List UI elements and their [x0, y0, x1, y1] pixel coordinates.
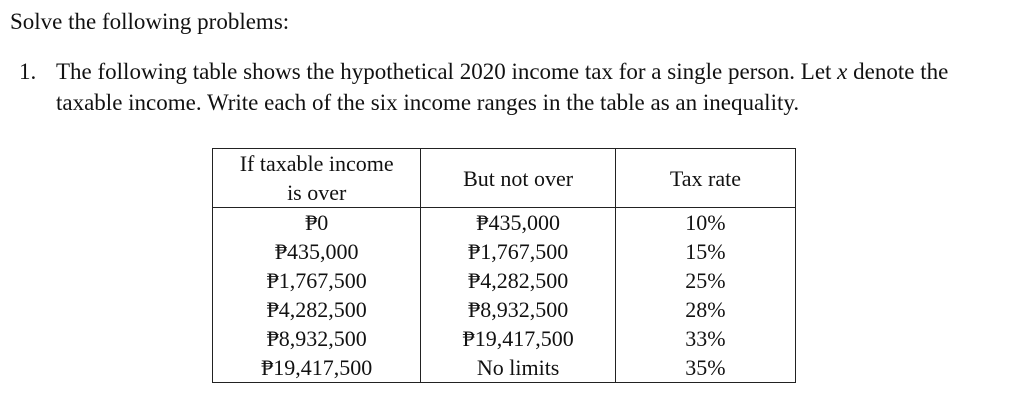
table-row — [213, 237, 796, 266]
cell-over: ₱435,000 — [213, 237, 421, 266]
cell-rate: 15% — [615, 237, 795, 266]
cell-not-over: ₱1,767,500 — [421, 237, 615, 266]
cell-rate: 28% — [615, 295, 795, 324]
problem-1 — [19, 56, 1009, 118]
table-row — [213, 295, 796, 324]
income-tax-table — [212, 148, 796, 383]
cell-rate: 10% — [615, 208, 795, 238]
table-row — [213, 208, 796, 238]
cell-not-over: No limits — [421, 353, 615, 383]
cell-over: ₱19,417,500 — [213, 353, 421, 383]
header-but-not-over: But not over — [421, 149, 615, 208]
cell-over: ₱8,932,500 — [213, 324, 421, 353]
cell-not-over: ₱8,932,500 — [421, 295, 615, 324]
cell-not-over: ₱4,282,500 — [421, 266, 615, 295]
cell-rate: 35% — [615, 353, 795, 383]
header-line-1: If taxable income — [239, 151, 394, 176]
cell-not-over: ₱19,417,500 — [421, 324, 615, 353]
header-tax-rate: Tax rate — [615, 149, 795, 208]
problem-text-end: denote the taxable income. Write each of the six income ranges in the table as an inequality. — [56, 59, 949, 115]
header-line-2: is over — [287, 180, 347, 205]
problem-variable: x — [837, 59, 848, 84]
cell-over: ₱1,767,500 — [213, 266, 421, 295]
table-row — [213, 353, 796, 383]
page-heading: Solve the following problems: — [10, 9, 290, 34]
problem-text-start: The following table shows the hypothetical 2020 income tax for a single person. Let — [56, 59, 838, 84]
problem-statement — [56, 56, 1009, 118]
cell-over: ₱4,282,500 — [213, 295, 421, 324]
cell-rate: 25% — [615, 266, 795, 295]
table-row — [213, 266, 796, 295]
cell-not-over: ₱435,000 — [421, 208, 615, 238]
cell-rate: 33% — [615, 324, 795, 353]
table-row — [213, 324, 796, 353]
header-taxable-income-over — [213, 149, 421, 208]
cell-over: ₱0 — [213, 208, 421, 238]
table-header-row — [213, 149, 796, 208]
problem-number: 1. — [19, 59, 37, 84]
